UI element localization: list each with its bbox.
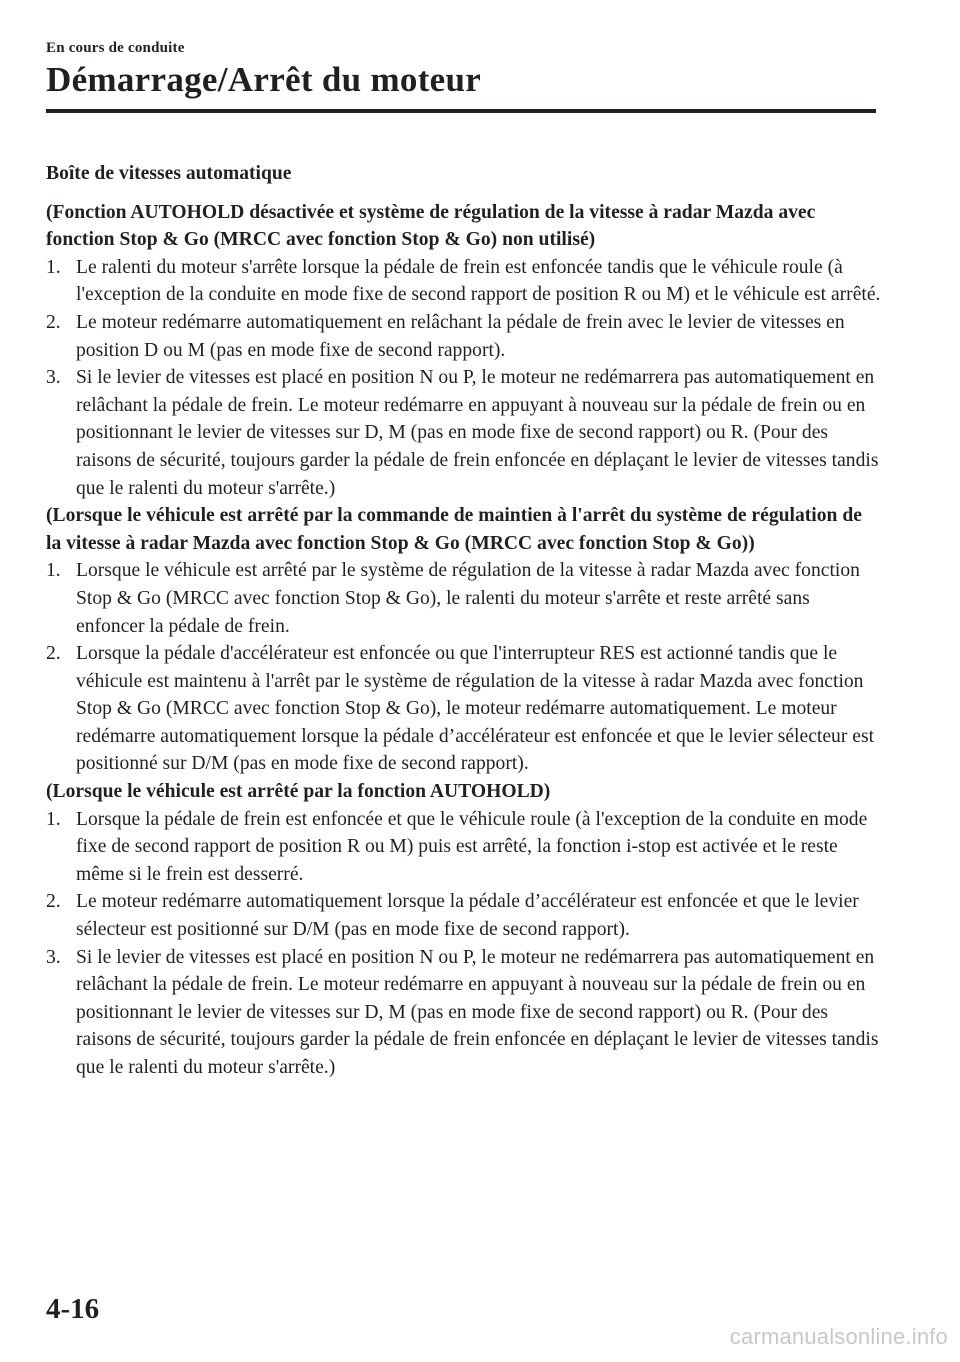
- item-number: 1.: [46, 560, 61, 582]
- main-content: [46, 160, 882, 1082]
- item-text: Si le levier de vitesses est placé en position N ou P, le moteur ne redémarrera pas automatiquement en relâchant la pédale de frein. Le moteur redémarre en appuyant à nouveau sur la pédale de frein ou en positionnant le levier de vitesses sur D, M (pas en mode fixe de second rapport) ou R. (Pour des raisons de sécurité, toujours garder la pédale de frein enfoncée en déplaçant le levier de vitesses tandis que le ralenti du moteur s'arrête.): [76, 946, 879, 1078]
- item-number: 3.: [46, 946, 61, 968]
- item-number: 2.: [46, 643, 61, 665]
- condition-block: [46, 502, 882, 778]
- item-text: Lorsque le véhicule est arrêté par le système de régulation de la vitesse à radar Mazda avec fonction Stop & Go (MRCC avec fonction Stop & Go), le ralenti du moteur s'arrête et reste arrêté sans enfoncer la pédale de frein.: [76, 560, 860, 637]
- title-divider: [46, 109, 876, 113]
- condition-block: [46, 199, 882, 503]
- list-item: [46, 640, 882, 778]
- condition-block: [46, 778, 882, 1082]
- condition-heading: (Fonction AUTOHOLD désactivée et système de régulation de la vitesse à radar Mazda avec fonction Stop & Go (MRCC avec fonction Stop & Go) non utilisé): [46, 201, 816, 251]
- item-text: Si le levier de vitesses est placé en position N ou P, le moteur ne redémarrera pas automatiquement en relâchant la pédale de frein. Le moteur redémarre en appuyant à nouveau sur la pédale de frein ou en positionnant le levier de vitesses sur D, M (pas en mode fixe de second rapport) ou R. (Pour des raisons de sécurité, toujours garder la pédale de frein enfoncée en déplaçant le levier de vitesses tandis que le ralenti du moteur s'arrête.): [76, 367, 879, 499]
- list-item: [46, 254, 882, 309]
- item-text: Le ralenti du moteur s'arrête lorsque la pédale de frein est enfoncée tandis que le véhicule roule (à l'exception de la conduite en mode fixe de second rapport de position R ou M) et le véhicule est arrêté.: [76, 256, 881, 306]
- list-item: [46, 944, 882, 1082]
- page-number: 4-16: [46, 1293, 100, 1325]
- item-number: 1.: [46, 256, 61, 278]
- item-number: 2.: [46, 311, 61, 333]
- item-text: Le moteur redémarre automatiquement lorsque la pédale d’accélérateur est enfoncée et que le levier sélecteur est positionné sur D/M (pas en mode fixe de second rapport).: [76, 891, 859, 941]
- condition-heading: (Lorsque le véhicule est arrêté par la commande de maintien à l'arrêt du système de régulation de la vitesse à radar Mazda avec fonction Stop & Go (MRCC avec fonction Stop & Go)): [46, 505, 862, 554]
- item-number: 3.: [46, 367, 61, 389]
- watermark: carmanualsonline.info: [729, 1324, 948, 1349]
- steps-list: [46, 557, 882, 778]
- steps-list: [46, 806, 882, 1082]
- list-item: [46, 309, 882, 364]
- item-number: 2.: [46, 891, 61, 913]
- page-title: Démarrage/Arrêt du moteur: [46, 60, 482, 99]
- steps-list: [46, 254, 882, 502]
- list-item: [46, 364, 882, 502]
- item-number: 1.: [46, 808, 61, 830]
- item-text: Lorsque la pédale de frein est enfoncée et que le véhicule roule (à l'exception de la conduite en mode fixe de second rapport de position R ou M) puis est arrêté, la fonction i-stop est activée et le reste même si le frein est desserré.: [76, 808, 868, 885]
- condition-heading: (Lorsque le véhicule est arrêté par la fonction AUTOHOLD): [46, 781, 551, 803]
- list-item: [46, 557, 882, 640]
- chapter-header: En cours de conduite: [46, 40, 185, 56]
- list-item: [46, 806, 882, 889]
- item-text: Lorsque la pédale d'accélérateur est enfoncée ou que l'interrupteur RES est actionné tandis que le véhicule est maintenu à l'arrêt par le système de régulation de la vitesse à radar Mazda avec fonction Stop & Go (MRCC avec fonction Stop & Go), le moteur redémarre automatiquement. Le moteur redémarre automatiquement lorsque la pédale d’accélérateur est enfoncée et que le levier sélecteur est positionné sur D/M (pas en mode fixe de second rapport).: [76, 643, 875, 775]
- section-title: Boîte de vitesses automatique: [46, 163, 292, 184]
- list-item: [46, 888, 882, 943]
- item-text: Le moteur redémarre automatiquement en relâchant la pédale de frein avec le levier de vitesses en position D ou M (pas en mode fixe de second rapport).: [76, 311, 845, 361]
